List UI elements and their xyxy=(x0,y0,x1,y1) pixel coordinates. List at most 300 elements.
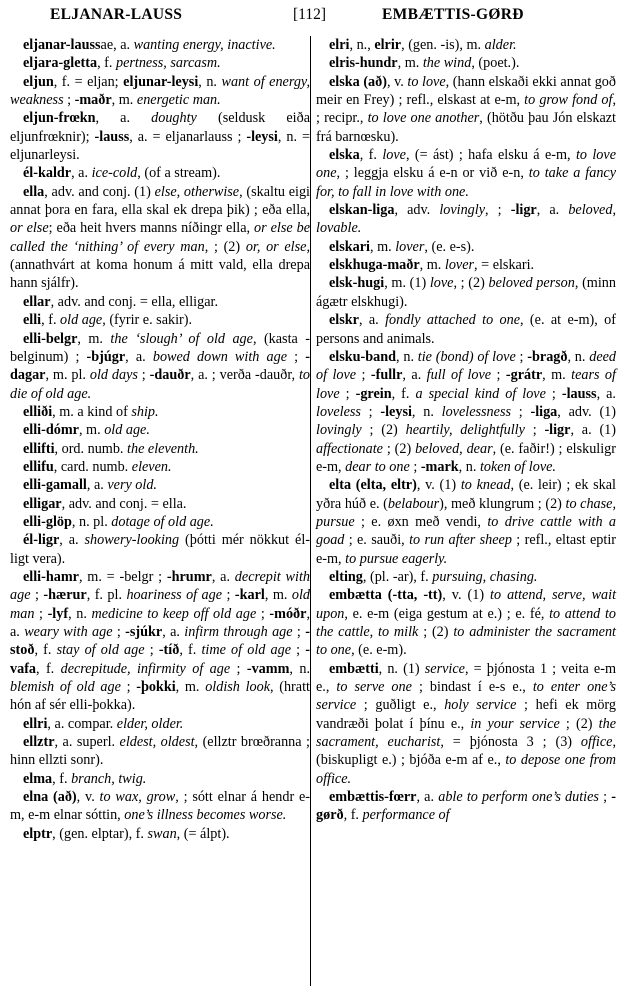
entry-text: , (e. at e-m), of persons and animals. xyxy=(316,312,616,347)
entry-text: , (kasta -belginum) ; xyxy=(10,330,310,365)
entry-text: , (e. faðir!) ; elskuligr e-m, xyxy=(316,440,616,475)
headword: -bragð xyxy=(527,348,568,365)
translation: to chase, pursue xyxy=(316,495,617,530)
entry-text: , a. superl. xyxy=(54,734,120,751)
entry-text: ; xyxy=(491,367,506,384)
headword: elris-hundr xyxy=(329,55,398,72)
entry-text: , a. xyxy=(95,110,152,127)
entry-text: ; xyxy=(34,605,48,622)
translation: elder, older. xyxy=(116,715,184,732)
translation: holy service xyxy=(444,697,517,714)
entry-text: , v. xyxy=(386,73,408,90)
headword: elting xyxy=(329,568,363,585)
translation: performance of xyxy=(362,807,450,824)
translation: stay of old age xyxy=(56,642,145,659)
entry-text: , (hann elskaði ekki annat goð meir en Frey) ; refl., elskast at e-m, xyxy=(316,73,616,109)
headword: -leysi xyxy=(380,403,412,420)
entry-text: ; e. sauði, xyxy=(344,532,410,549)
headword: elli-glöp xyxy=(23,513,72,530)
headword: elska (að) xyxy=(329,73,387,90)
entry-text: , a. xyxy=(162,624,185,640)
dictionary-entry xyxy=(316,54,616,72)
entry-text: , ; sótt elnar á hendr e-m, e-m elnar sóttin, xyxy=(10,789,310,824)
translation: branch, twig. xyxy=(71,770,147,787)
dictionary-entry xyxy=(316,586,616,659)
translation: want of energy, weakness xyxy=(10,73,310,109)
headword: -sjúkr xyxy=(125,624,163,640)
dictionary-entry xyxy=(316,73,616,146)
entry-text: , n., xyxy=(349,37,375,53)
translation: weary with age xyxy=(24,624,113,640)
entry-text: ; xyxy=(409,458,421,475)
headword: elska xyxy=(329,147,360,164)
entry-text: , n. xyxy=(68,605,92,622)
translation: lovingly xyxy=(439,202,486,219)
entry-text: , a. xyxy=(10,605,310,640)
entry-text: , a. xyxy=(86,477,108,494)
dictionary-entry xyxy=(10,513,310,531)
translation: time of old age xyxy=(201,642,291,659)
entry-text: , m. xyxy=(264,587,292,604)
translation: doughty xyxy=(151,110,197,127)
headword: elskan-liga xyxy=(329,202,395,219)
entry-text: , adv. and conj. = ella. xyxy=(61,495,187,512)
translation: old man xyxy=(10,587,311,622)
translation: to love one xyxy=(316,147,616,182)
entry-text: ; xyxy=(137,367,150,384)
entry-text: , (hötðu þau Jón elskazt frá barnœsku). xyxy=(316,110,616,145)
entry-text: , m. xyxy=(369,238,396,255)
headword: -leysi xyxy=(246,128,278,145)
entry-text: , (poet.). xyxy=(471,55,520,72)
headword: embættis-fœrr xyxy=(329,789,417,806)
headword: -bjúgr xyxy=(86,348,126,365)
translation: to take a fancy for, to fall in love with one. xyxy=(316,165,617,200)
entry-text: , n. xyxy=(458,458,480,475)
headword: eljanar-lauss xyxy=(23,37,101,53)
translation: old age. xyxy=(104,422,150,439)
translation: tears of love xyxy=(316,367,616,402)
translation: beloved person xyxy=(488,275,575,292)
dictionary-entry xyxy=(10,421,310,439)
entry-text: ; xyxy=(256,605,270,622)
entry-text: , n. xyxy=(567,348,590,365)
entry-text: , adv. and conj. = ella, elligar. xyxy=(50,293,219,310)
translation: the eleventh. xyxy=(127,440,199,457)
entry-text: (þótti mér nökkut él-ligt vera). xyxy=(10,532,310,567)
entry-text: , f. xyxy=(359,147,383,164)
entry-text: , ; xyxy=(485,202,511,219)
translation: fondly attached to one xyxy=(385,312,521,329)
entry-text: , f. = eljan; xyxy=(53,73,124,90)
headword: -lyf xyxy=(47,605,69,622)
entry-text: , (e. e-m). xyxy=(351,642,407,659)
entry-text: ; xyxy=(63,92,75,109)
entry-text: ; (2) xyxy=(361,422,406,439)
entry-text: , m. xyxy=(542,367,572,384)
translation: to attend to the cattle, to milk xyxy=(316,605,616,640)
headword: -karl xyxy=(234,587,265,604)
translation: to pursue eagerly. xyxy=(345,550,448,567)
entry-text: ; xyxy=(30,587,44,604)
headword: elptr xyxy=(23,825,53,842)
entry-text: , v. (1) xyxy=(416,477,461,494)
entry-text: , (= ást) ; hafa elsku á e-m, xyxy=(405,147,576,164)
translation: love xyxy=(429,275,454,292)
translation: to knead xyxy=(460,477,511,494)
translation: or, or else xyxy=(245,238,307,255)
entry-text: , v. xyxy=(76,789,100,806)
dictionary-entry xyxy=(316,146,616,201)
left-column xyxy=(10,36,310,843)
dictionary-entry xyxy=(10,36,310,54)
entry-text: ; (2) xyxy=(382,440,416,457)
entry-text: , adv. xyxy=(394,202,440,219)
page-header xyxy=(0,2,625,28)
dictionary-entry xyxy=(316,476,616,568)
translation: beloved, dear xyxy=(415,440,493,457)
entry-text: ; eða heit hvers manns níðingr ella, xyxy=(48,220,255,237)
translation: to love one another xyxy=(367,110,480,127)
entry-text: , a. compar. xyxy=(47,715,117,732)
translation: tie (bond) of love xyxy=(417,348,516,365)
entry-text: ; xyxy=(292,624,306,640)
dictionary-entry xyxy=(10,440,310,458)
entry-text: , (skaltu eigi annat þora en fara, ella skal ek drepa þik) ; eða ella, xyxy=(10,183,311,219)
dictionary-entry xyxy=(316,348,616,476)
translation: eleven. xyxy=(131,458,172,475)
translation: beloved, lovable. xyxy=(316,202,616,237)
headword: elli-hamr xyxy=(23,568,79,585)
translation: infirm through age xyxy=(184,624,293,640)
entry-text: ; xyxy=(287,348,306,365)
entry-text: , m. xyxy=(419,257,445,274)
dictionary-entry xyxy=(10,73,310,110)
entry-text: , (hratt hón af sér elli-þokka). xyxy=(10,679,310,714)
translation: dotage of old age. xyxy=(111,513,214,530)
dictionary-entry xyxy=(10,109,310,164)
entry-text: , (ellztr brœðranna ; hinn ellzti sonr). xyxy=(10,734,310,769)
translation: else, otherwise xyxy=(154,183,240,200)
entry-text: , f. xyxy=(36,660,61,677)
translation: ice-cold xyxy=(91,165,138,182)
headword: él-kaldr xyxy=(23,165,72,182)
entry-text: , m. a kind of xyxy=(52,403,132,420)
entry-text: , (e. leir) ; ek skal yðra húð e. ( xyxy=(316,477,616,512)
translation: affectionate xyxy=(316,440,383,457)
dictionary-entry xyxy=(10,770,310,788)
translation: one’s illness becomes worse. xyxy=(124,807,287,824)
translation: the ‘slough’ of old age xyxy=(110,330,253,347)
entry-text: , card. numb. xyxy=(53,458,132,475)
entry-text: , m. xyxy=(77,330,111,347)
entry-text: ; xyxy=(291,642,306,659)
translation: or else be called the ‘nithing’ of every man xyxy=(10,220,310,255)
entry-text: , (annathvárt at koma honum á mitt vald, ella drepa hann sjálfr). xyxy=(10,238,310,292)
entry-text: ; xyxy=(511,403,531,420)
headword: elsk-hugi xyxy=(329,275,385,292)
translation: to run after sheep xyxy=(409,532,512,549)
entry-text: , f. xyxy=(97,55,116,72)
entry-text: , a. xyxy=(596,385,616,402)
entry-text: , a. xyxy=(71,165,92,182)
headword: -vafa xyxy=(10,642,310,677)
entry-text: , (fyrir e. sakir). xyxy=(102,312,193,329)
headword: eljun-frœkn xyxy=(23,110,96,127)
entry-text: ), með klungrum ; (2) xyxy=(439,495,566,512)
headword: elliði xyxy=(23,403,53,420)
entry-text: , (of a stream). xyxy=(137,165,221,182)
dictionary-entry xyxy=(10,568,310,715)
dictionary-entry xyxy=(316,311,616,348)
entry-text: , (e. e-s). xyxy=(424,238,475,255)
dictionary-entry xyxy=(10,183,310,293)
headword: -dagar xyxy=(10,348,310,384)
translation: swan xyxy=(147,825,177,842)
headword: él-ligr xyxy=(23,532,60,549)
entry-text: , e. e-m (eiga gestum at e.) ; e. fé, xyxy=(344,605,550,622)
entry-text: ; xyxy=(356,367,371,384)
headword: -hrumr xyxy=(166,568,212,585)
headword: eljun xyxy=(23,73,54,90)
translation: very old. xyxy=(107,477,157,494)
translation: bowed down with age xyxy=(152,348,288,365)
translation: the sacrament, eucharist xyxy=(316,715,616,751)
entry-text: , a. ; verða -dauðr, xyxy=(190,367,299,384)
entry-text: , (minn ágætr elskhugi). xyxy=(316,275,616,310)
translation: energetic man. xyxy=(136,92,221,109)
entry-text: , m. = -belgr ; xyxy=(78,568,167,585)
headword: elma xyxy=(23,770,53,787)
entry-text: , m. xyxy=(397,55,423,72)
entry-text: , a. = eljanarlauss ; xyxy=(129,128,247,145)
translation: the wind xyxy=(422,55,472,72)
entry-text: , f. pl. xyxy=(86,587,127,604)
translation: in your service xyxy=(470,715,560,732)
translation: lovelessness xyxy=(441,403,511,420)
translation: pursuing, chasing. xyxy=(432,568,538,585)
right-column xyxy=(316,36,616,825)
headword: elli xyxy=(23,312,42,329)
dictionary-entry xyxy=(10,476,310,494)
translation: token of love. xyxy=(479,458,556,475)
dictionary-entry xyxy=(316,238,616,256)
entry-text: , f. xyxy=(391,385,416,402)
entry-text: , ; leggja elsku á e-n or við e-n, xyxy=(336,165,529,182)
headword: -dauðr xyxy=(149,367,191,384)
entry-text: , (gen. elptar), f. xyxy=(52,825,148,842)
headword: elskari xyxy=(329,238,370,255)
dictionary-entry xyxy=(10,458,310,476)
dictionary-entry xyxy=(10,293,310,311)
headword: eljunar-leysi xyxy=(123,73,199,90)
dictionary-entry xyxy=(10,495,310,513)
translation: hoariness of age xyxy=(126,587,223,604)
headword: elsku-band xyxy=(329,348,397,365)
translation: alder. xyxy=(484,37,517,53)
translation: old age xyxy=(60,312,103,329)
entry-text: ; xyxy=(230,660,247,677)
translation: eldest, oldest xyxy=(119,734,195,751)
entry-text: ; (2) xyxy=(559,715,599,732)
entry-text: , f. xyxy=(343,807,363,824)
headword: ellifu xyxy=(23,458,54,475)
translation: to serve one xyxy=(336,679,412,696)
dictionary-entry xyxy=(316,256,616,274)
translation: ship. xyxy=(131,403,159,420)
header-left-guideword: ELJANAR-LAUSS xyxy=(50,6,183,23)
entry-text: , f. xyxy=(52,770,72,787)
entry-text: ; xyxy=(524,422,545,439)
translation: decrepitude, infirmity of age xyxy=(60,660,231,677)
headword: -gørð xyxy=(316,789,616,824)
translation: oldish look xyxy=(205,679,270,696)
translation: loveless xyxy=(316,403,361,420)
translation: to love xyxy=(407,73,446,90)
entry-text: , a. xyxy=(358,312,386,329)
dictionary-entry xyxy=(10,788,310,825)
headword: eljara-gletta xyxy=(23,55,98,72)
headword: -tíð xyxy=(158,642,180,659)
translation: deed of love xyxy=(316,348,617,384)
translation: dear to one xyxy=(345,458,410,475)
entry-text: , n. xyxy=(198,73,222,90)
translation: or else xyxy=(10,220,49,237)
entry-text: , (= álpt). xyxy=(176,825,230,842)
entry-text: , n. (1) xyxy=(378,660,425,677)
column-divider xyxy=(310,36,311,986)
entry-text: , n. xyxy=(289,660,310,677)
entry-text: , v. (1) xyxy=(442,587,491,604)
translation: heartily, delightfully xyxy=(405,422,525,439)
dictionary-entry xyxy=(316,788,616,825)
translation: decrepit with age xyxy=(10,568,310,604)
headword: elskhuga-maðr xyxy=(329,257,420,274)
entry-text: , (gen. -is), m. xyxy=(401,37,485,53)
entry-text: , ; (2) xyxy=(204,238,246,255)
entry-text: ; guðligt e., xyxy=(356,697,445,714)
dictionary-entry xyxy=(10,330,310,403)
entry-text: , = elskari. xyxy=(474,257,535,274)
translation: pertness, sarcasm. xyxy=(115,55,221,72)
dictionary-entry xyxy=(10,715,310,733)
dictionary-entry xyxy=(316,568,616,586)
translation: old days xyxy=(89,367,138,384)
entry-text: , n. = eljunarleysi. xyxy=(10,128,310,164)
entry-text: ; xyxy=(360,403,381,420)
entry-text: , ord. numb. xyxy=(54,440,128,457)
headword: -stoð xyxy=(10,624,310,659)
headword: -fullr xyxy=(370,367,403,384)
headword: elna (að) xyxy=(23,789,77,806)
entry-text: ; e. øxn með vendi, xyxy=(354,513,488,530)
dictionary-entry xyxy=(316,36,616,54)
entry-text: , (biskupligt e.) ; bjóða e-m af e., xyxy=(316,734,616,769)
headword: elri xyxy=(329,37,350,53)
headword: ellar xyxy=(23,293,51,310)
entry-text: , a. xyxy=(125,348,153,365)
translation: to grow fond of xyxy=(524,92,613,109)
dictionary-entry xyxy=(10,311,310,329)
entry-text: , f. xyxy=(179,642,202,659)
translation: showery-looking xyxy=(84,532,180,549)
translation: lovingly xyxy=(316,422,362,439)
page-number: [112] xyxy=(293,6,326,23)
entry-text: , = þjónosta 1 ; veita e-m e., xyxy=(316,660,616,696)
entry-text: ; bindast í e-s e., xyxy=(411,679,533,696)
dictionary-entry xyxy=(10,531,310,568)
translation: a special kind of love xyxy=(415,385,546,402)
translation: service xyxy=(424,660,465,677)
translation: to drive cattle with a goad xyxy=(316,513,617,549)
entry-text: , adv. (1) xyxy=(557,403,616,420)
headword: ellifti xyxy=(23,440,55,457)
dictionary-entry xyxy=(10,403,310,421)
entry-text: (seldusk eiða eljunfrœknir); xyxy=(10,110,310,145)
entry-text: , a. xyxy=(416,789,439,806)
entry-text: , a. (1) xyxy=(570,422,616,439)
headword: -móðr xyxy=(269,605,307,622)
entry-text: ; xyxy=(339,385,356,402)
dictionary-entry xyxy=(10,54,310,72)
entry-text: , ; (2) xyxy=(453,275,489,292)
entry-text: ; (2) xyxy=(418,624,454,640)
headword: -hærur xyxy=(43,587,87,604)
entry-text: , a. xyxy=(402,367,427,384)
translation: to administer the sacrament to one xyxy=(316,624,616,659)
headword: -lauss xyxy=(561,385,597,402)
headword: embætta (-tta, -tt) xyxy=(329,587,443,604)
translation: love xyxy=(382,147,406,164)
translation: lover xyxy=(444,257,475,274)
translation: to attend, serve, wait upon xyxy=(316,587,617,622)
headword: -þokki xyxy=(136,679,176,696)
headword: -liga xyxy=(530,403,558,420)
headword: ellri xyxy=(23,715,48,732)
entry-text: , m. (1) xyxy=(384,275,430,292)
entry-text: , f. xyxy=(34,642,57,659)
entry-text: , adv. and conj. (1) xyxy=(44,183,155,200)
dictionary-entry xyxy=(10,733,310,770)
entry-text: , m. xyxy=(78,422,105,439)
headword: -vamm xyxy=(246,660,290,677)
entry-text: ; xyxy=(545,385,562,402)
dictionary-entry xyxy=(316,660,616,788)
entry-text: ; xyxy=(144,642,159,659)
headword: embætti xyxy=(329,660,379,677)
headword: -grein xyxy=(355,385,392,402)
entry-text: ; hefi ek mörg vandræði þolat í þínu e., xyxy=(316,697,616,732)
translation: to die of old age. xyxy=(10,367,310,402)
translation: to depose one from office. xyxy=(316,752,616,787)
entry-text: ; xyxy=(112,624,126,640)
headword: elli-dómr xyxy=(23,422,79,439)
entry-text: , n. xyxy=(411,403,442,420)
headword: -grátr xyxy=(505,367,543,384)
translation: office xyxy=(580,734,613,751)
entry-text: , = þjónosta 3 ; (3) xyxy=(440,734,581,751)
headword: elta (elta, eltr) xyxy=(329,477,417,494)
entry-text: , m. xyxy=(111,92,137,109)
entry-text: ; xyxy=(598,789,612,806)
translation: able to perform one’s duties xyxy=(438,789,599,806)
entry-text: , a. xyxy=(59,532,85,549)
entry-text: ; xyxy=(120,679,137,696)
entry-text: , (pl. -ar), f. xyxy=(362,568,433,585)
dictionary-entry xyxy=(316,274,616,311)
entry-text: ; xyxy=(515,348,528,365)
translation: blemish of old age xyxy=(10,679,121,696)
